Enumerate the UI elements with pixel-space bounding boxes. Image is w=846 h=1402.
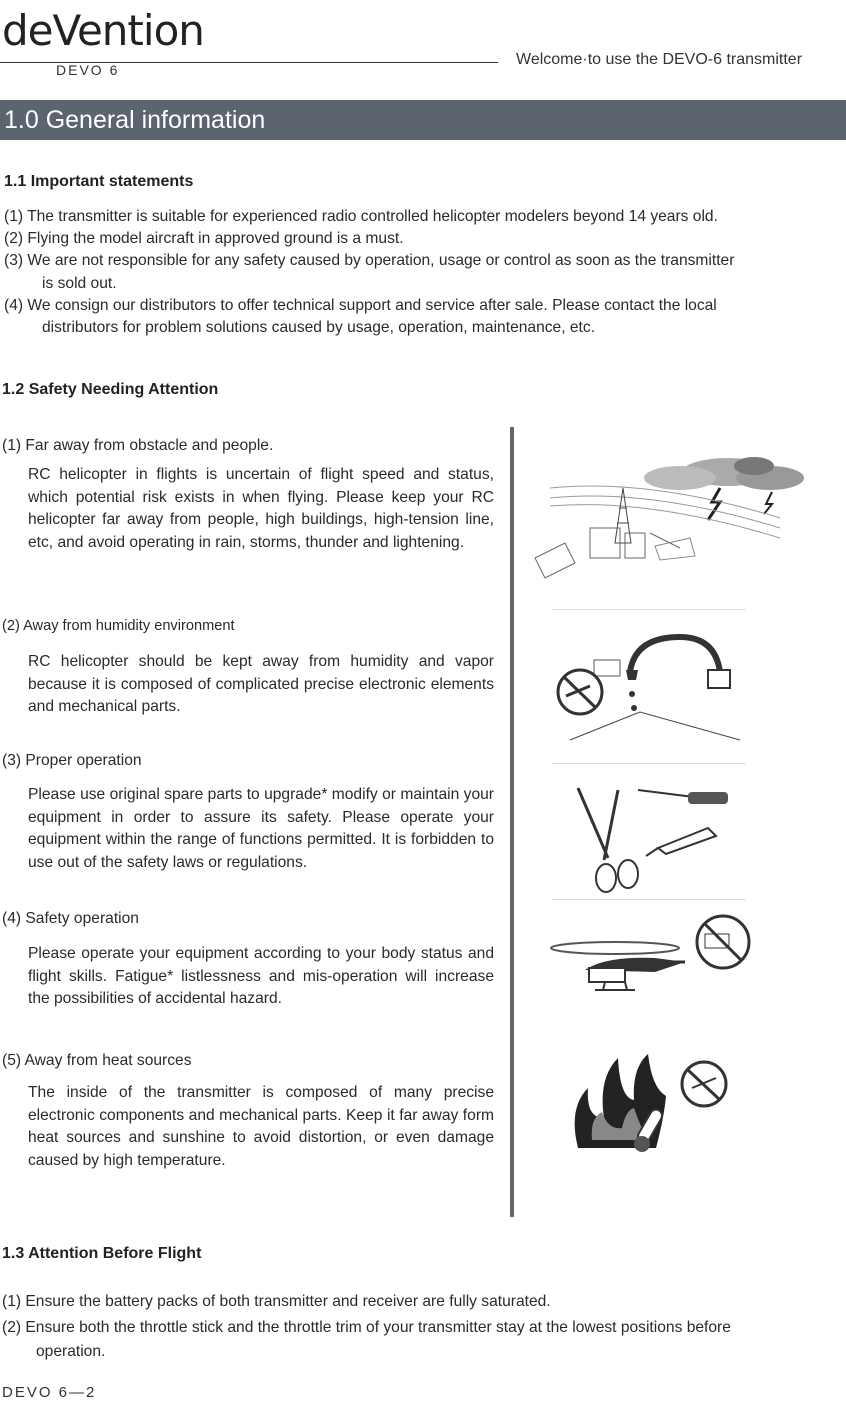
important-statements-list — [4, 206, 844, 339]
safety-item-body: Please use original spare parts to upgrade* modify or maintain your equipment in order to assure its safety. Please operate your equipment within the range of functions permitted. It is forbidden to use out of the safety laws or regulations. — [28, 786, 494, 871]
safety-item-body: Please operate your equipment according to your body status and flight skills. Fatigue* listlessness and mis-operation will increase the possibilities of accidental hazard. — [28, 945, 494, 1007]
heat-fire-illustration — [568, 1048, 768, 1158]
safety-item-body: RC helicopter should be kept away from humidity and vapor because it is composed of complicated precise electronic elements and mechanical parts. — [28, 653, 494, 715]
safety-item-title: (5) Away from heat sources — [2, 1052, 192, 1069]
page-title: 1.0 General information — [4, 106, 266, 134]
safety-item-title: (3) Proper operation — [2, 752, 142, 769]
tools-scissors-illustration — [568, 778, 748, 898]
list-item: (1) The transmitter is suitable for experienced radio controlled helicopter modelers beyond 14 years old. — [4, 208, 718, 225]
safety-item-title: (1) Far away from obstacle and people. — [2, 437, 274, 454]
list-item-continuation: is sold out. — [42, 274, 117, 292]
safety-item-title: (2) Away from humidity environment — [2, 618, 235, 634]
safety-item-title: (4) Safety operation — [2, 910, 139, 927]
section-heading-important: 1.1 Important statements — [4, 173, 194, 190]
storm-powerline-illustration — [530, 448, 820, 588]
model-name: DEVO 6 — [56, 62, 120, 78]
illustration-separator — [552, 763, 746, 764]
list-item: (3) We are not responsible for any safety caused by operation, usage or control as soon as the transmitter — [4, 252, 735, 270]
illustration-separator — [552, 609, 746, 610]
list-item-continuation: distributors for problem solutions caused by usage, operation, maintenance, etc. — [42, 319, 596, 337]
section-heading-before-flight: 1.3 Attention Before Flight — [2, 1245, 202, 1262]
list-item-continuation: operation. — [36, 1343, 106, 1360]
before-flight-list — [2, 1290, 844, 1364]
helicopter-illustration — [545, 910, 765, 1010]
list-item: (1) Ensure the battery packs of both transmitter and receiver are fully saturated. — [2, 1293, 551, 1310]
column-divider — [510, 427, 514, 1217]
faucet-humidity-illustration — [550, 622, 750, 742]
section-heading-safety: 1.2 Safety Needing Attention — [2, 381, 219, 398]
brand-logo: deVention — [2, 6, 204, 55]
safety-item-body: RC helicopter in flights is uncertain of flight speed and status, which potential risk exists in when flying. Please keep your RC helicopter far away from people, high buildings, high-tension line, etc, and avoid operating in rain, storms, thunder and lightening. — [28, 466, 494, 551]
list-item: (4) We consign our distributors to offer technical support and service after sale. Please contact the local — [4, 296, 717, 314]
list-item: (2) Ensure both the throttle stick and the throttle trim of your transmitter stay at the lowest positions before — [2, 1319, 731, 1336]
illustration-separator — [552, 899, 746, 900]
page-number: DEVO 6—2 — [2, 1384, 97, 1401]
list-item: (2) Flying the model aircraft in approved ground is a must. — [4, 230, 404, 248]
welcome-text: Welcome·to use the DEVO-6 transmitter — [516, 51, 803, 68]
safety-item-body: The inside of the transmitter is composed of many precise electronic components and mechanical parts. Keep it far away form heat sources and sunshine to avoid distortion, or even damage caused by high temperature. — [28, 1084, 494, 1169]
header-rule — [0, 62, 498, 63]
